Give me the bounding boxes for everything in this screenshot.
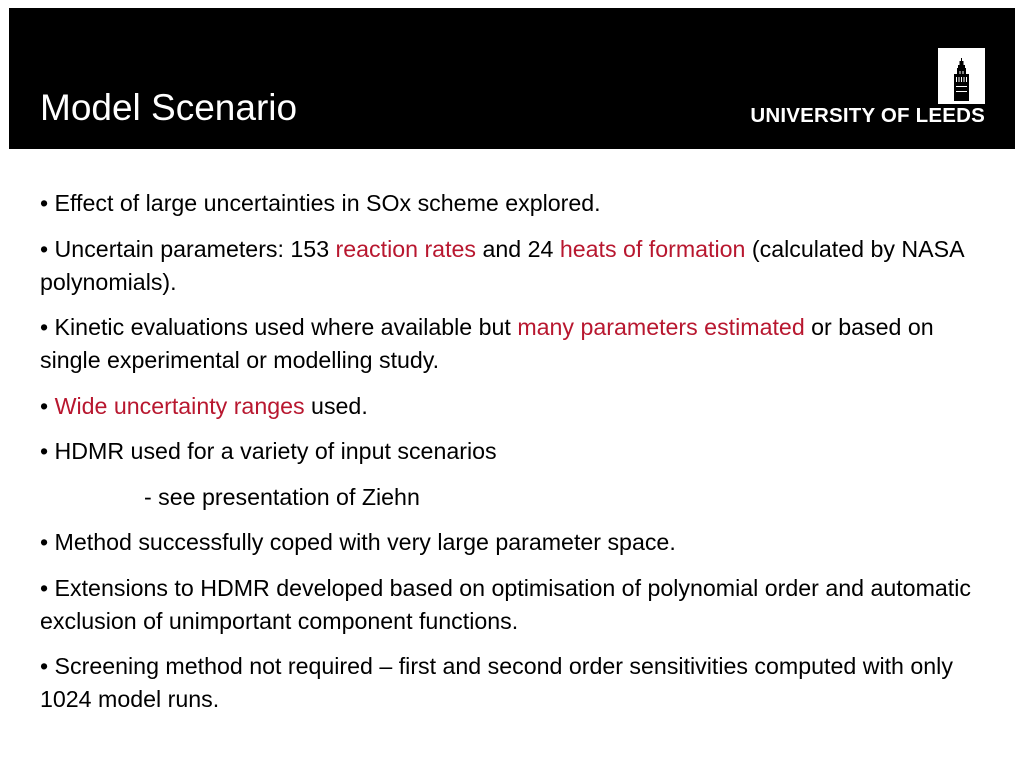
- bullet-item: • Uncertain parameters: 153 reaction rates and 24 heats of formation (calculated by NASA polynomials).: [40, 235, 964, 295]
- university-logo-text: UNIVERSITY OF LEEDS: [750, 104, 985, 127]
- bullet-item: • Screening method not required – first and second order sensitivities computed with only 1024 model runs.: [40, 653, 953, 712]
- parkinson-tower-icon: [938, 48, 985, 104]
- bullet-item: • Wide uncertainty ranges used.: [40, 392, 368, 419]
- bullet-item: • Effect of large uncertainties in SOx scheme explored.: [40, 190, 601, 216]
- highlight-text: heats of formation: [559, 235, 746, 262]
- highlight-text: many parameters estimated: [517, 314, 805, 340]
- sub-bullet-item: - see presentation of Ziehn: [144, 483, 420, 510]
- highlight-text: Wide uncertainty ranges: [54, 392, 305, 419]
- bullet-item: • Method successfully coped with very large parameter space.: [40, 529, 676, 555]
- bullet-item: • Kinetic evaluations used where available but many parameters estimated or based on single experimental or modelling study.: [40, 314, 934, 373]
- bullet-item: • Extensions to HDMR developed based on optimisation of polynomial order and automatic exclusion of unimportant component functions.: [40, 574, 971, 634]
- slide-header: [9, 8, 1015, 149]
- highlight-text: reaction rates: [335, 235, 477, 262]
- bullet-item: • HDMR used for a variety of input scenarios: [40, 438, 497, 464]
- bullet-list: [40, 187, 1000, 729]
- slide-title: Model Scenario: [40, 87, 298, 128]
